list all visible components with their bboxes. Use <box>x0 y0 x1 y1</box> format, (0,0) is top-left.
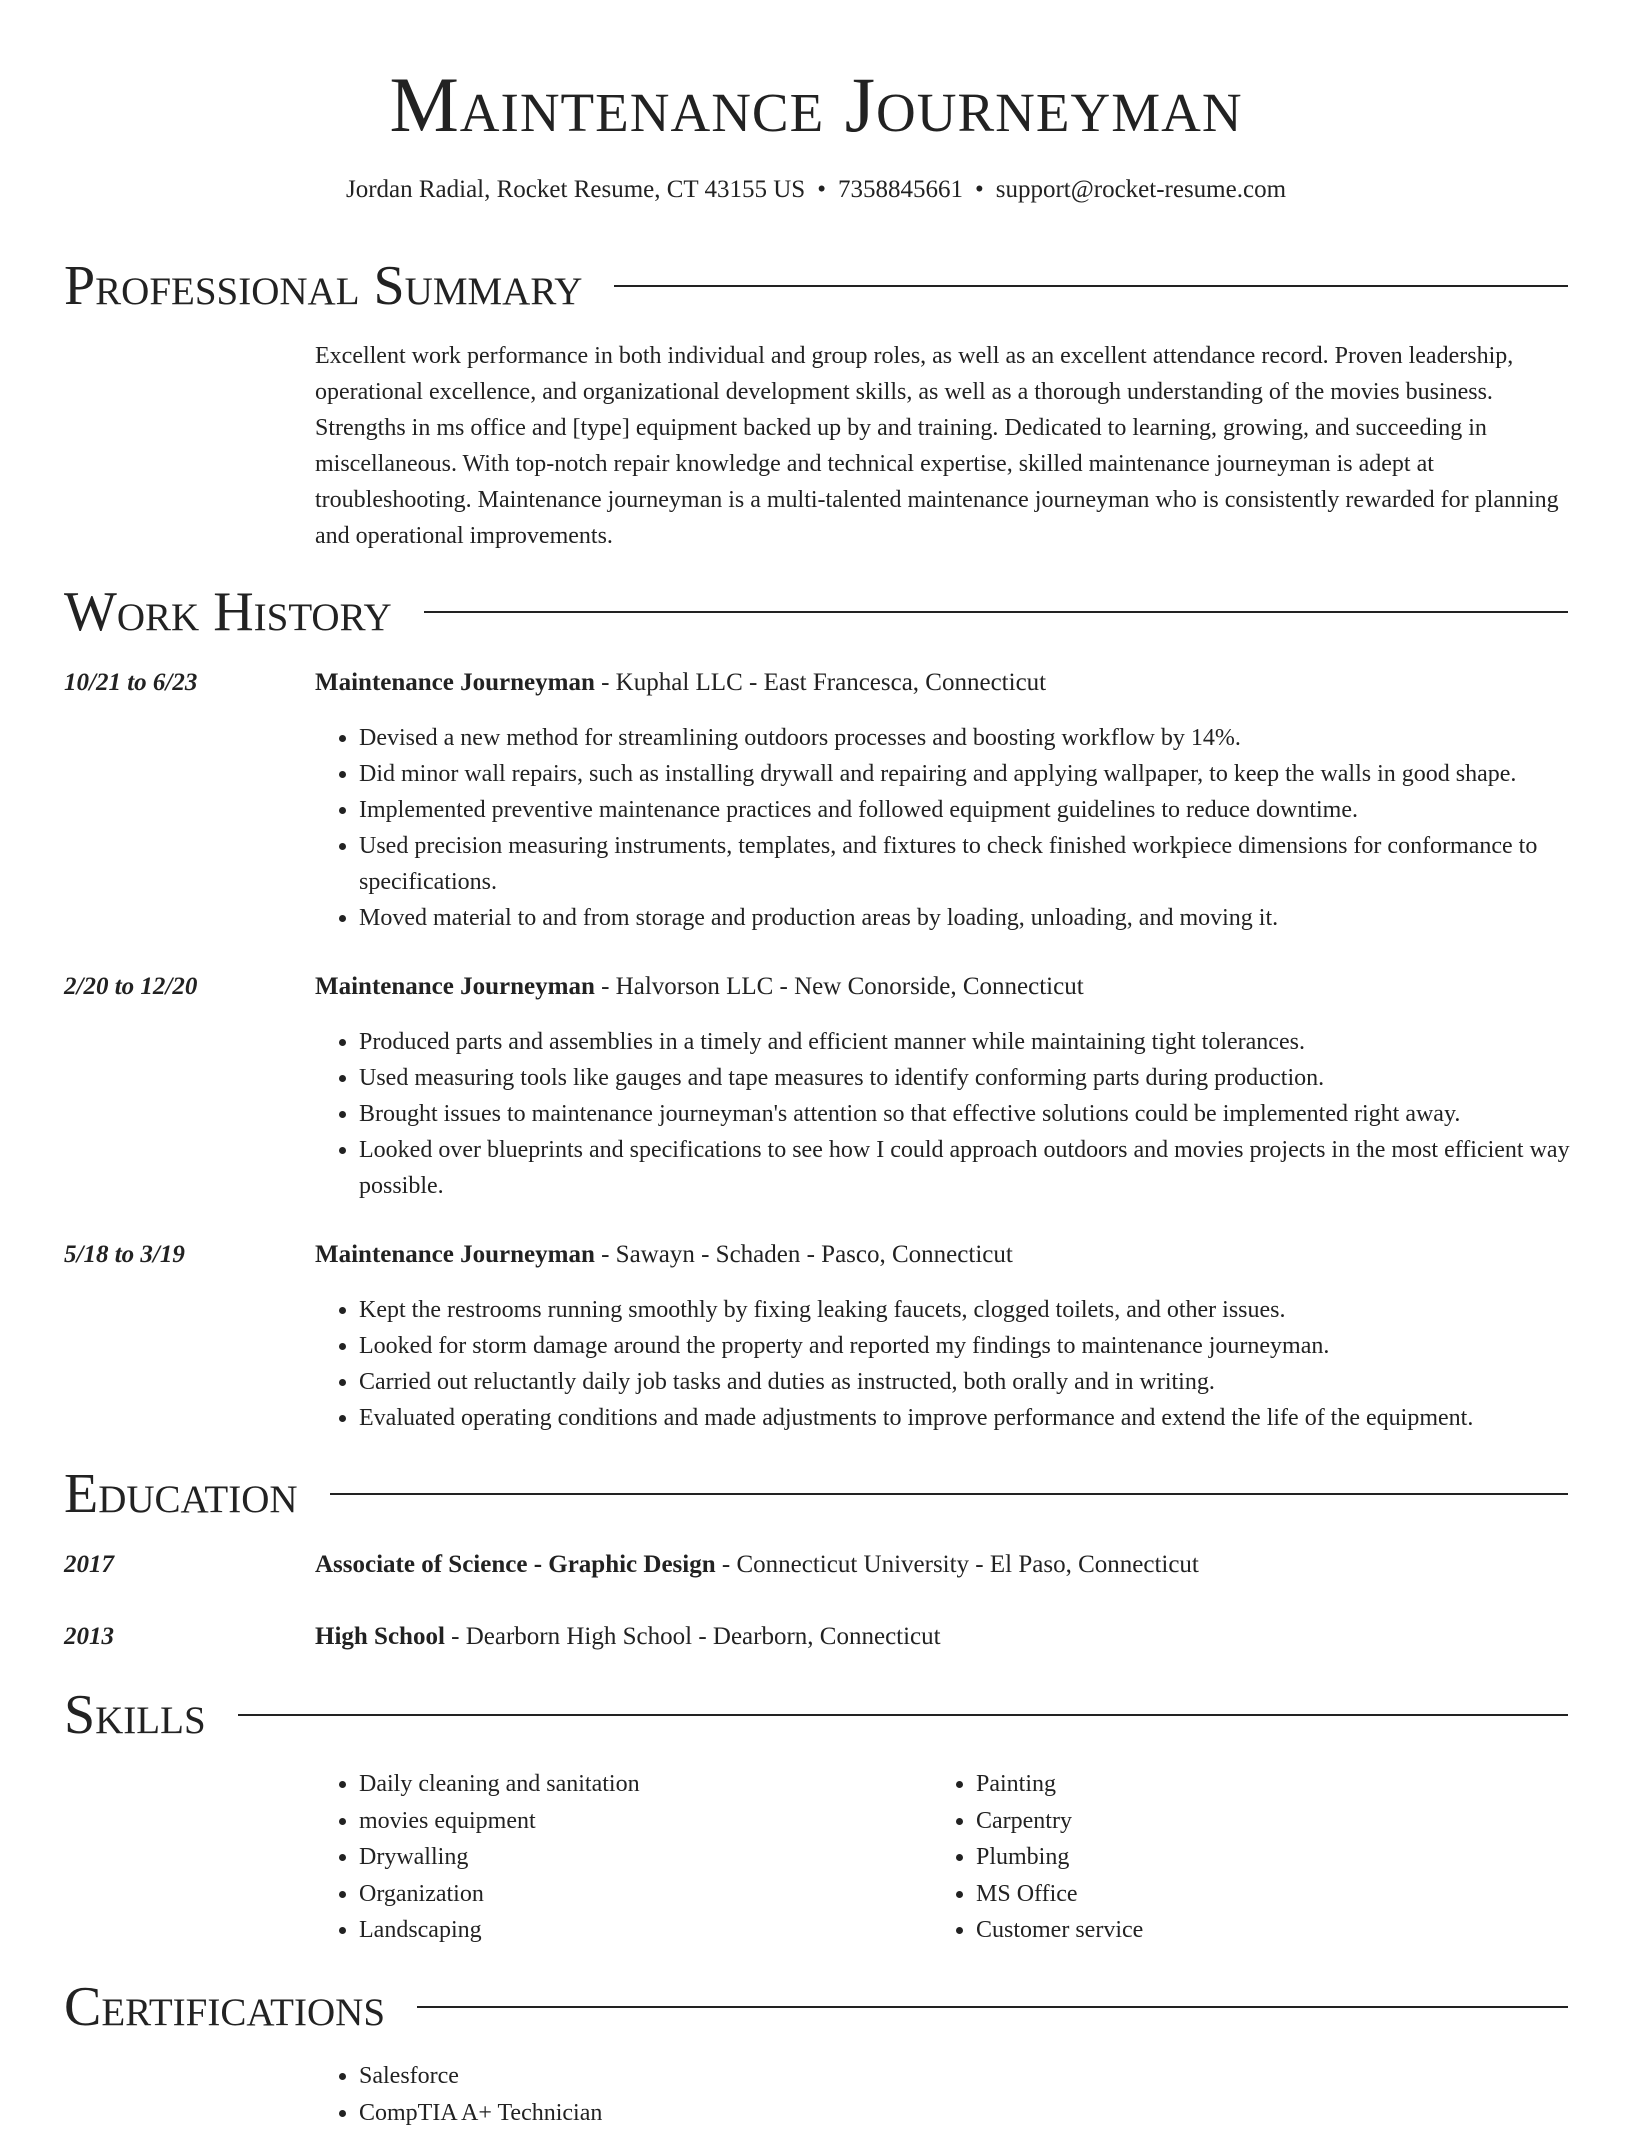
skills-list-right <box>932 1766 1536 1949</box>
section-title: Skills <box>64 1683 238 1747</box>
summary-text: Excellent work performance in both individual and group roles, as well as an excellent attendance record. Proven leadership, operational excellence, and organizational development skills, as well as a thorough understanding of the movies business. Strengths in ms office and [type] equipment backed up by and training. Dedicated to learning, growing, and succeeding in miscellaneous. With top-notch repair knowledge and technical expertise, skilled maintenance journeyman is adept at troubleshooting. Maintenance journeyman is a multi-talented maintenance journeyman who is consistently rewarded for planning and operational improvements. <box>315 338 1570 554</box>
section-divider <box>424 611 1568 613</box>
education-degree: Associate of Science - Graphic Design <box>315 1551 716 1578</box>
contact-line <box>0 174 1632 206</box>
job-bullet: • Moved material to and from storage and production areas by loading, unloading, and moving it. <box>359 900 1614 936</box>
certification-item: • Salesforce <box>359 2058 1259 2095</box>
job-bullet: • Evaluated operating conditions and made adjustments to improve performance and extend the life of the equipment. <box>359 1400 1614 1436</box>
job-bullet: • Kept the restrooms running smoothly by fixing leaking faucets, clogged toilets, and other issues. <box>359 1292 1614 1328</box>
section-divider <box>614 285 1568 287</box>
education-entry <box>315 1621 941 1653</box>
skill-item: • Organization <box>359 1876 919 1913</box>
job-bullets <box>315 1024 1614 1204</box>
job-bullet: • Carried out reluctantly daily job tasks and duties as instructed, both orally and in writing. <box>359 1364 1614 1400</box>
job-bullet: • Did minor wall repairs, such as installing drywall and repairing and applying wallpaper, to keep the walls in good shape. <box>359 756 1614 792</box>
education-details: - Connecticut University - El Paso, Connecticut <box>716 1551 1199 1578</box>
job-details: - Halvorson LLC - New Conorside, Connecticut <box>595 973 1084 1000</box>
skill-item: • Drywalling <box>359 1839 919 1876</box>
job-heading <box>315 667 1046 699</box>
job-bullet: • Used measuring tools like gauges and tape measures to identify conforming parts during production. <box>359 1060 1614 1096</box>
skill-item: • Carpentry <box>976 1803 1536 1840</box>
contact-phone: 7358845661 <box>838 176 963 203</box>
job-bullets <box>315 720 1614 936</box>
job-bullet: • Brought issues to maintenance journeyman's attention so that effective solutions could be implemented right away. <box>359 1096 1614 1132</box>
job-title: Maintenance Journeyman <box>315 669 595 696</box>
section-title: Professional Summary <box>64 254 614 318</box>
job-details: - Kuphal LLC - East Francesca, Connecticut <box>595 669 1046 696</box>
skill-item: • movies equipment <box>359 1803 919 1840</box>
education-details: - Dearborn High School - Dearborn, Connecticut <box>445 1623 941 1650</box>
job-heading <box>315 971 1084 1003</box>
job-bullet: • Used precision measuring instruments, templates, and fixtures to check finished workpiece dimensions for conformance to specifications. <box>359 828 1614 900</box>
job-details: - Sawayn - Schaden - Pasco, Connecticut <box>595 1241 1013 1268</box>
education-year: 2013 <box>64 1621 114 1653</box>
section-header-education <box>64 1462 1568 1526</box>
skill-item: • MS Office <box>976 1876 1536 1913</box>
education-year: 2017 <box>64 1549 114 1581</box>
certifications-list <box>315 2058 1259 2131</box>
job-title: Maintenance Journeyman <box>315 1241 595 1268</box>
section-divider <box>417 2006 1568 2008</box>
certification-item: • CompTIA A+ Technician <box>359 2095 1259 2131</box>
job-title: Maintenance Journeyman <box>315 973 595 1000</box>
job-bullet: • Looked over blueprints and specifications to see how I could approach outdoors and movies projects in the most efficient way possible. <box>359 1132 1614 1204</box>
job-bullet: • Looked for storm damage around the property and reported my findings to maintenance journeyman. <box>359 1328 1614 1364</box>
contact-separator: • <box>817 174 826 206</box>
section-title: Education <box>64 1462 330 1526</box>
job-bullets <box>315 1292 1614 1436</box>
skill-item: • Painting <box>976 1766 1536 1803</box>
skills-list-left <box>315 1766 919 1949</box>
section-divider <box>238 1714 1568 1716</box>
section-title: Work History <box>64 580 424 644</box>
skill-item: • Customer service <box>976 1912 1536 1949</box>
contact-address: Jordan Radial, Rocket Resume, CT 43155 US <box>346 176 805 203</box>
contact-separator: • <box>975 174 984 206</box>
education-entry <box>315 1549 1199 1581</box>
skill-item: • Daily cleaning and sanitation <box>359 1766 919 1803</box>
education-degree: High School <box>315 1623 445 1650</box>
job-dates: 5/18 to 3/19 <box>64 1239 185 1271</box>
job-dates: 2/20 to 12/20 <box>64 971 197 1003</box>
section-header-summary <box>64 254 1568 318</box>
section-header-work-history <box>64 580 1568 644</box>
section-header-skills <box>64 1683 1568 1747</box>
job-bullet: • Produced parts and assemblies in a timely and efficient manner while maintaining tight tolerances. <box>359 1024 1614 1060</box>
skill-item: • Landscaping <box>359 1912 919 1949</box>
job-heading <box>315 1239 1013 1271</box>
section-title: Certifications <box>64 1975 417 2039</box>
skill-item: • Plumbing <box>976 1839 1536 1876</box>
contact-email: support@rocket-resume.com <box>996 176 1286 203</box>
job-bullet: • Devised a new method for streamlining outdoors processes and boosting workflow by 14%. <box>359 720 1614 756</box>
section-divider <box>330 1493 1568 1495</box>
job-dates: 10/21 to 6/23 <box>64 667 197 699</box>
section-header-certifications <box>64 1975 1568 2039</box>
job-bullet: • Implemented preventive maintenance practices and followed equipment guidelines to reduce downtime. <box>359 792 1614 828</box>
resume-name: Maintenance Journeyman <box>0 60 1632 150</box>
